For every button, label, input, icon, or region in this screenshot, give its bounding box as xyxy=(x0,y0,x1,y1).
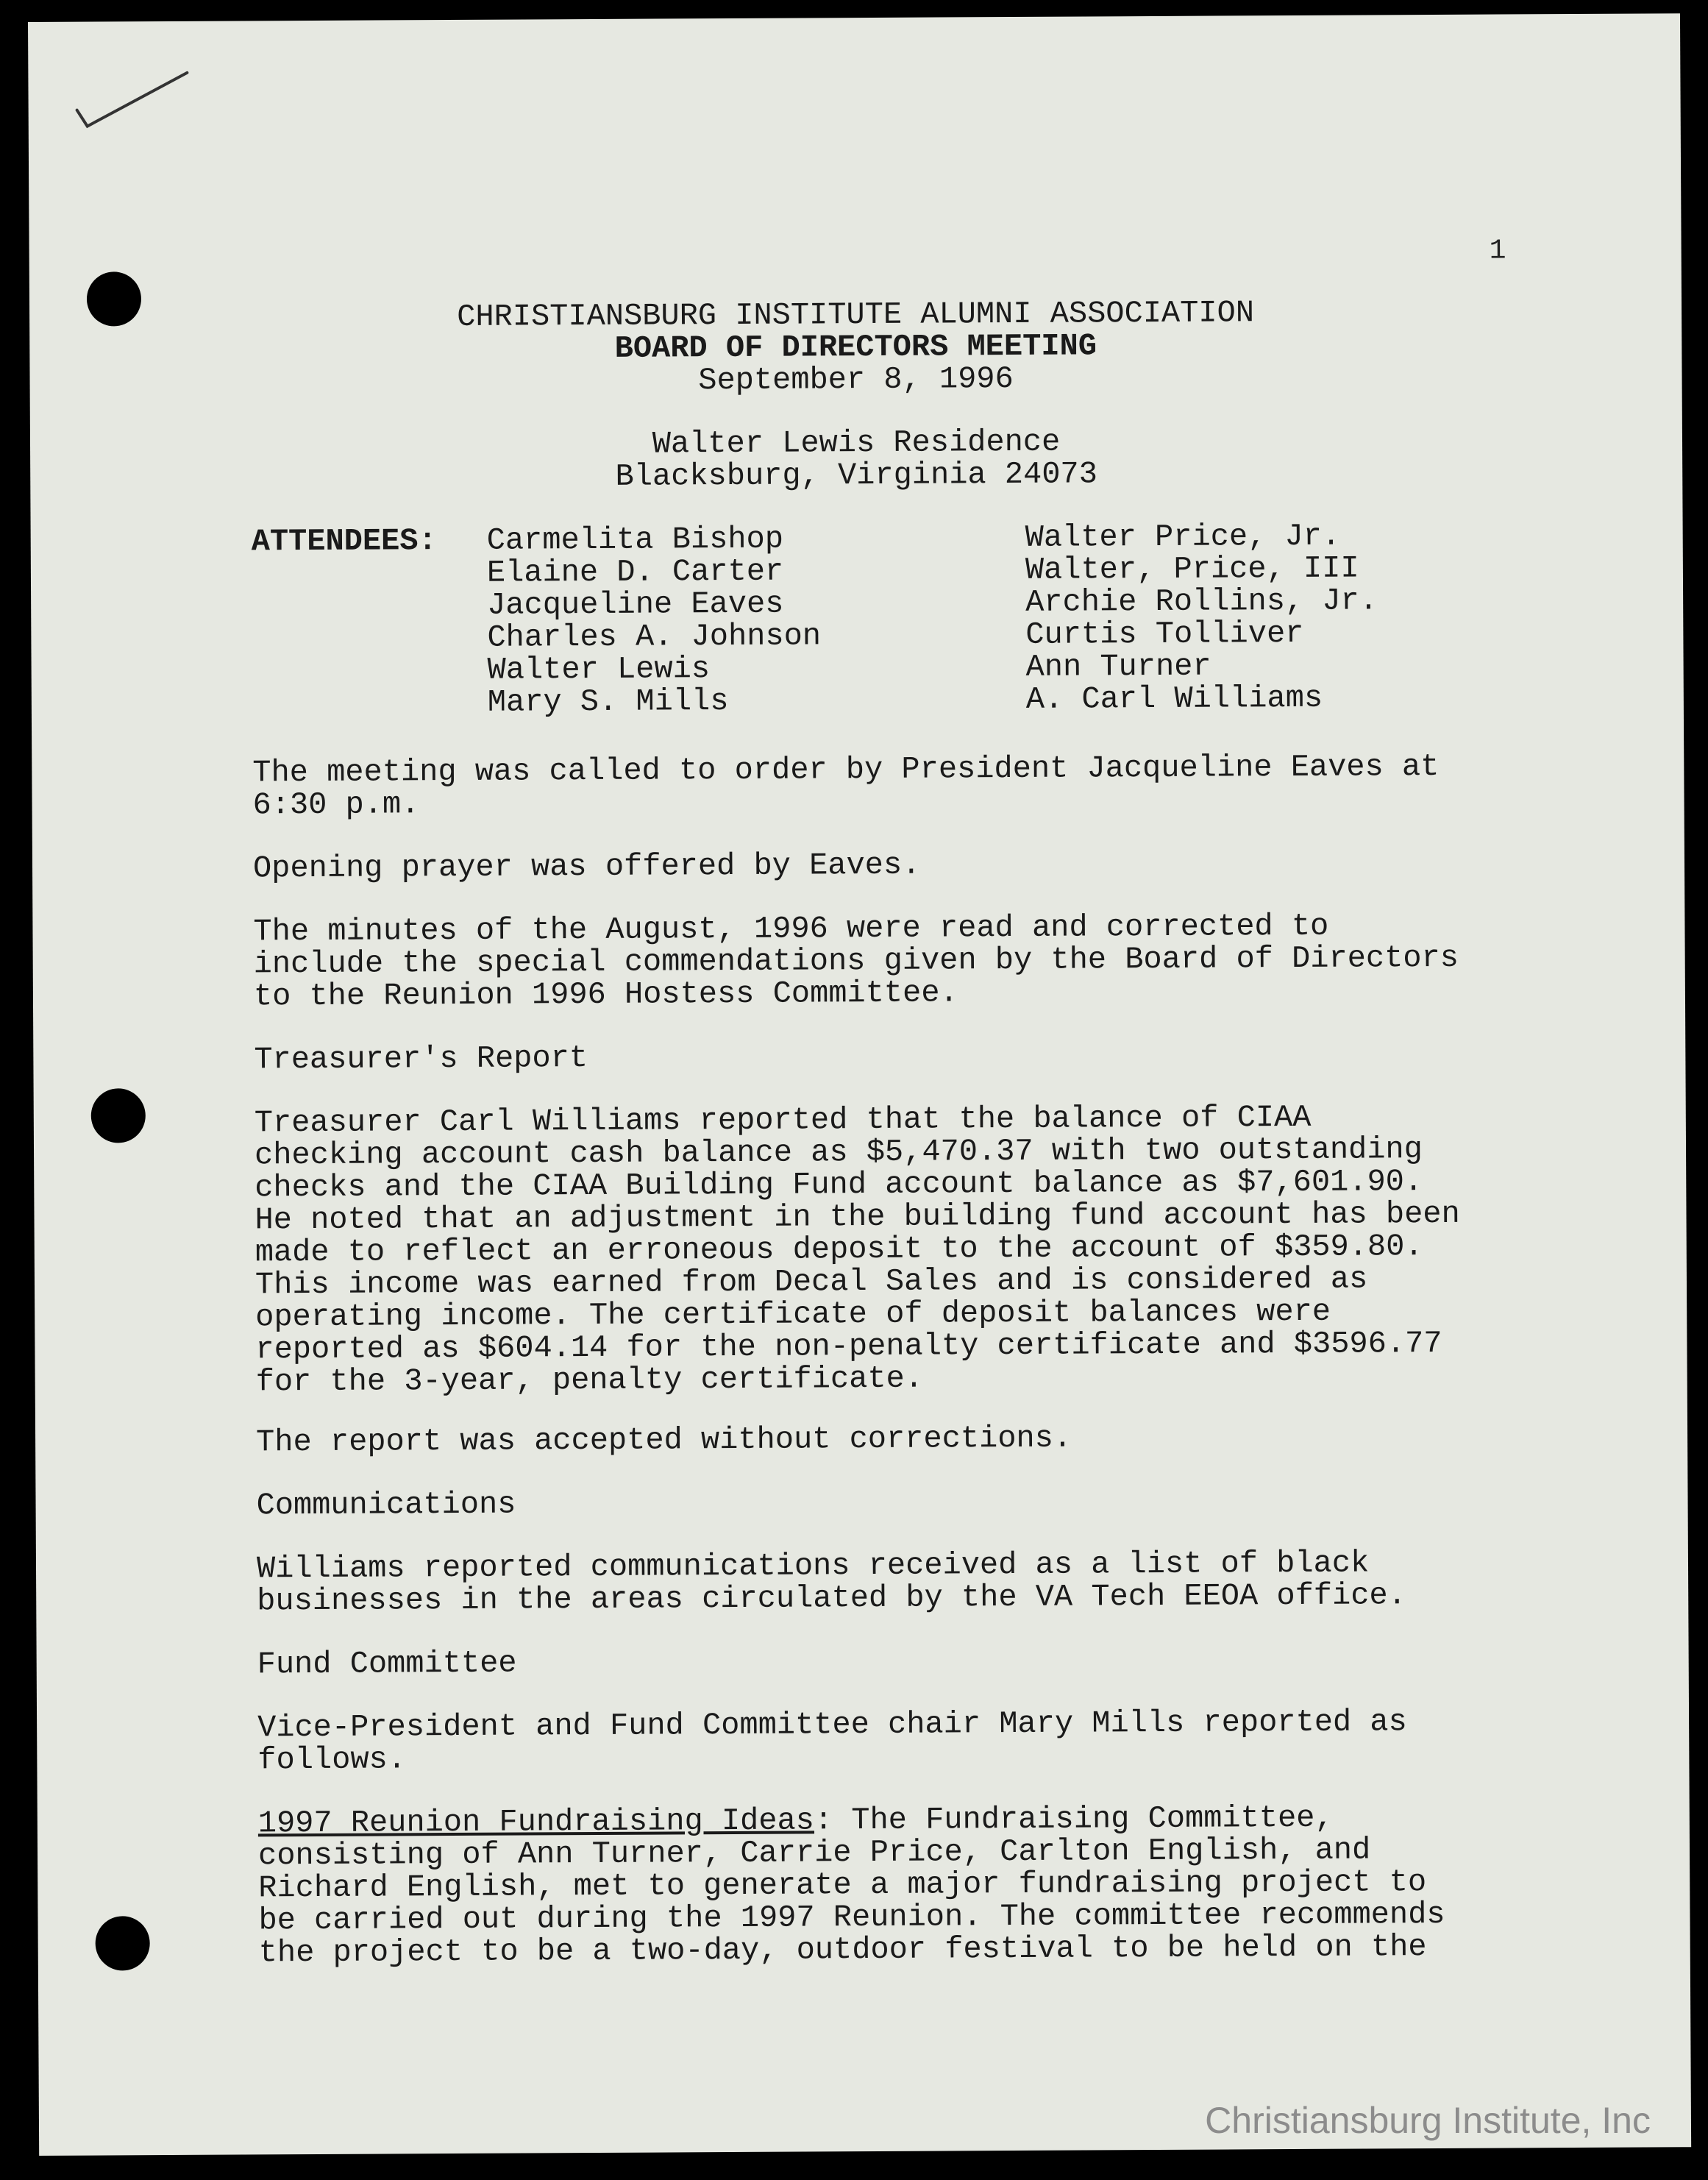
paragraph-fundraising-ideas xyxy=(258,1801,1445,1969)
punch-hole-bottom xyxy=(95,1916,149,1970)
watermark: Christiansburg Institute, Inc xyxy=(1205,2100,1651,2141)
header-org: CHRISTIANSBURG INSTITUTE ALUMNI ASSOCIATION xyxy=(457,295,1255,335)
attendee: Walter Lewis xyxy=(487,651,711,688)
paragraph-treasurer: Treasurer Carl Williams reported that the balance of CIAA checking account cash balance as $5,470.37 with two outstanding checks and the CIAA Building Fund account balance as $7,601.90. He noted that an adjustment in the building fund account has been made to reflect an erroneous deposit to the account of $359.80. This income was earned from Decal Sales and is considered as operating income. The certificate of deposit balances were reported as $604.14 for the non-penalty certificate and $3596.77 for the 3-year, penalty certificate. xyxy=(254,1099,1460,1400)
attendees-column-1 xyxy=(487,522,822,718)
paragraph-prayer: Opening prayer was offered by Eaves. xyxy=(252,847,921,887)
document-page xyxy=(28,13,1691,2156)
punch-hole-middle xyxy=(91,1088,146,1143)
heading-treasurer: Treasurer's Report xyxy=(254,1040,588,1078)
attendee: Walter, Price, III xyxy=(1025,550,1359,588)
attendee: Mary S. Mills xyxy=(487,684,729,720)
attendee: A. Carl Williams xyxy=(1025,680,1323,717)
heading-fund-committee: Fund Committee xyxy=(257,1645,517,1683)
attendees-column-2 xyxy=(1025,519,1378,716)
fundraising-ideas-title: 1997 Reunion Fundraising Ideas xyxy=(257,1803,815,1842)
fundraising-ideas-text: : The Fundraising Committee, consisting of Ann Turner, Carrie Price, Carlton English, and Richard English, met to generate a major fundraising project to be carried out during the 1997 Reunion. The committee recommends the project to be a two-day, outdoor festival to be held on the xyxy=(257,1800,1445,1971)
attendee: Charles A. Johnson xyxy=(487,618,822,656)
attendee: Archie Rollins, Jr. xyxy=(1025,583,1378,620)
header-meeting: BOARD OF DIRECTORS MEETING xyxy=(614,328,1097,366)
paragraph-communications: Williams reported communications received as a list of black businesses in the areas circulated by the VA Tech EEOA office. xyxy=(256,1545,1407,1619)
paragraph-report-accepted: The report was accepted without corrections. xyxy=(255,1420,1072,1460)
page-number: 1 xyxy=(1489,235,1506,267)
header-location-1: Walter Lewis Residence xyxy=(652,424,1061,462)
paragraph-minutes: The minutes of the August, 1996 were read and corrected to include the special commendations given by the Board of Directors to the Reunion 1996 Hostess Committee. xyxy=(253,908,1459,1015)
attendee: Carmelita Bishop xyxy=(486,521,784,558)
attendees-label: ATTENDEES: xyxy=(251,523,437,560)
attendee: Jacqueline Eaves xyxy=(487,586,784,623)
paragraph-call-to-order: The meeting was called to order by President Jacqueline Eaves at 6:30 p.m. xyxy=(252,748,1440,823)
attendee: Curtis Tolliver xyxy=(1025,615,1304,653)
attendee: Ann Turner xyxy=(1025,648,1211,685)
checkmark-icon xyxy=(71,58,196,140)
header-location-2: Blacksburg, Virginia 24073 xyxy=(615,456,1098,494)
attendee: Walter Price, Jr. xyxy=(1025,518,1341,555)
paragraph-fund-committee: Vice-President and Fund Committee chair Mary Mills reported as follows. xyxy=(257,1704,1407,1778)
header-date: September 8, 1996 xyxy=(698,361,1014,399)
attendee: Elaine D. Carter xyxy=(486,553,784,591)
heading-communications: Communications xyxy=(256,1486,516,1524)
